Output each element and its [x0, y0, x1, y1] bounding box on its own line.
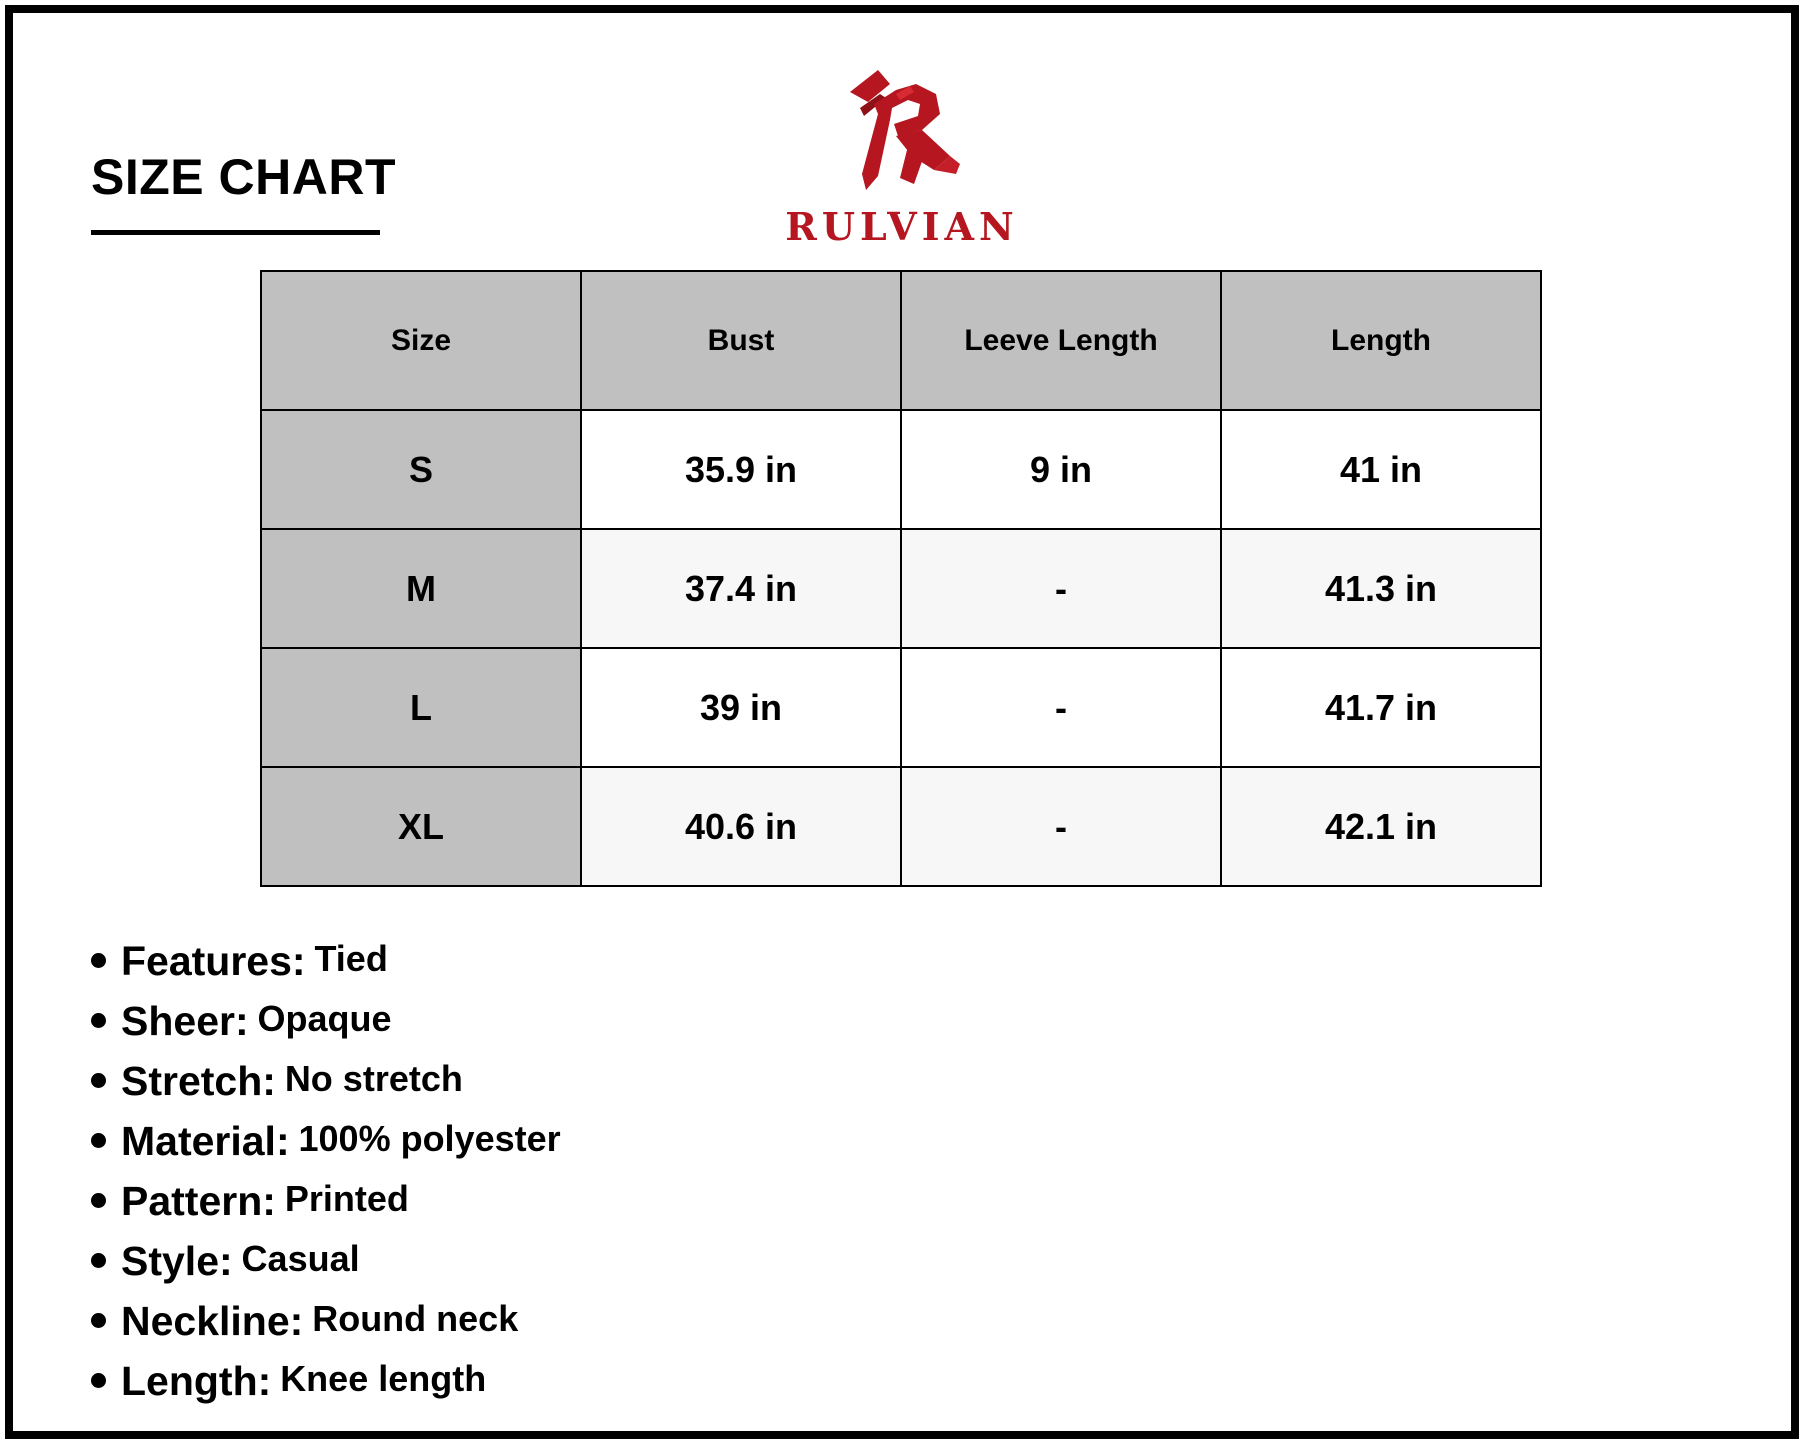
bullet-icon [91, 1313, 106, 1328]
spec-value: Printed [284, 1178, 409, 1219]
spec-value: Casual [241, 1238, 360, 1279]
spec-label: Material: [121, 1118, 290, 1164]
spec-label: Neckline: [121, 1298, 304, 1344]
sleeve-cell: - [901, 529, 1221, 648]
spec-label: Sheer: [121, 998, 249, 1044]
size-cell: XL [261, 767, 581, 886]
title-underline [91, 230, 380, 235]
spec-value: Opaque [257, 998, 392, 1039]
bullet-icon [91, 1073, 106, 1088]
bust-cell: 39 in [581, 648, 901, 767]
sleeve-cell: 9 in [901, 410, 1221, 529]
table-row [261, 529, 1541, 648]
spec-value: No stretch [284, 1058, 463, 1099]
size-cell: M [261, 529, 581, 648]
spec-value: 100% polyester [298, 1118, 561, 1159]
spec-label: Length: [121, 1358, 272, 1404]
spec-value: Knee length [280, 1358, 487, 1399]
brand-logo [782, 64, 1022, 254]
spec-value: Round neck [312, 1298, 519, 1339]
size-table [260, 270, 1542, 887]
bullet-icon [91, 1133, 106, 1148]
header-length: Length [1221, 271, 1541, 410]
length-cell: 41.7 in [1221, 648, 1541, 767]
table-row [261, 410, 1541, 529]
bust-cell: 35.9 in [581, 410, 901, 529]
bullet-icon [91, 953, 106, 968]
header-sleeve-length: Leeve Length [901, 271, 1221, 410]
sleeve-cell: - [901, 648, 1221, 767]
bullet-icon [91, 1373, 106, 1388]
bust-cell: 40.6 in [581, 767, 901, 886]
header-bust: Bust [581, 271, 901, 410]
sleeve-cell: - [901, 767, 1221, 886]
spec-label: Style: [121, 1238, 233, 1284]
brand-name: RULVIAN [785, 204, 1019, 249]
size-cell: S [261, 410, 581, 529]
length-cell: 41.3 in [1221, 529, 1541, 648]
bullet-icon [91, 1253, 106, 1268]
length-cell: 41 in [1221, 410, 1541, 529]
bullet-icon [91, 1013, 106, 1028]
size-cell: L [261, 648, 581, 767]
spec-label: Pattern: [121, 1178, 276, 1224]
table-row [261, 648, 1541, 767]
header-size: Size [261, 271, 581, 410]
stylized-r-logo-icon [838, 64, 964, 198]
table-row [261, 767, 1541, 886]
bust-cell: 37.4 in [581, 529, 901, 648]
table-header-row [261, 271, 1541, 410]
spec-label: Stretch: [121, 1058, 276, 1104]
spec-label: Features: [121, 938, 306, 984]
length-cell: 42.1 in [1221, 767, 1541, 886]
page-title: SIZE CHART [91, 149, 396, 205]
spec-value: Tied [314, 938, 388, 979]
bullet-icon [91, 1193, 106, 1208]
